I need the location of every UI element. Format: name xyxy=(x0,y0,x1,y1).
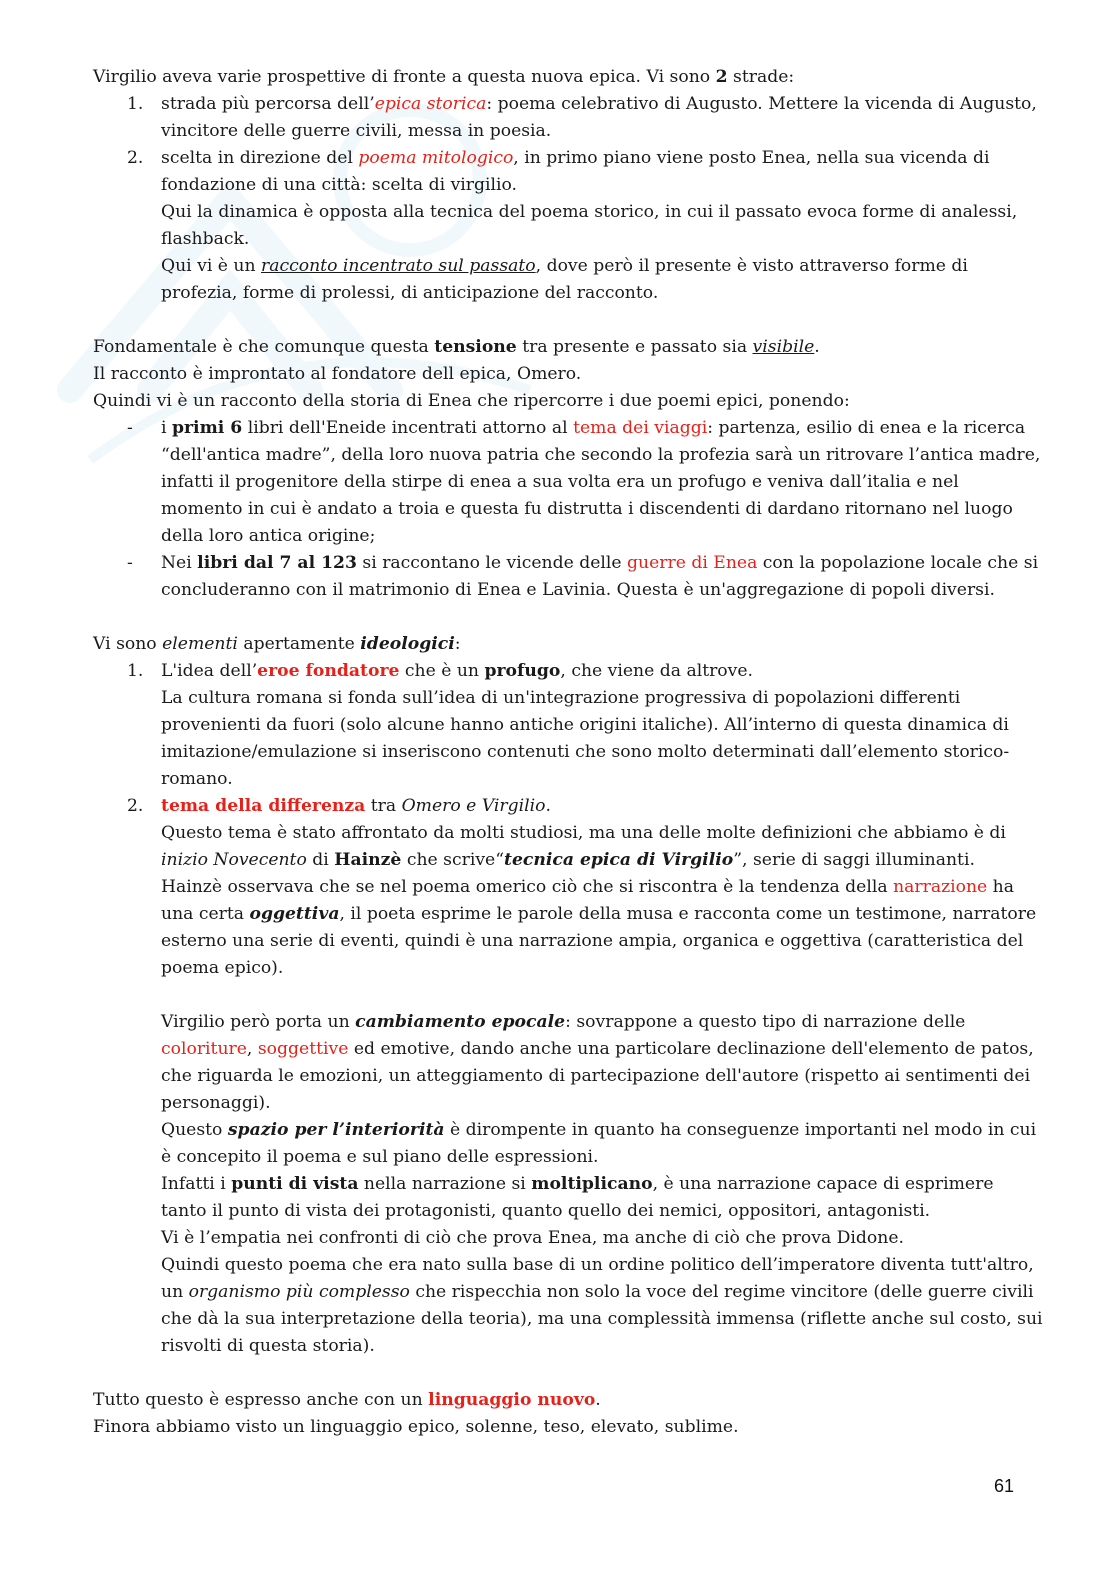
highlight-guerre-enea: guerre di Enea xyxy=(627,553,758,573)
books-list xyxy=(93,415,1043,604)
highlight-tema-differenza: tema della differenza xyxy=(161,796,366,816)
list-marker: 2. xyxy=(127,796,144,816)
highlight-tema-viaggi: tema dei viaggi xyxy=(573,418,708,438)
highlight-coloriture: coloriture xyxy=(161,1039,247,1059)
list-marker: 1. xyxy=(127,661,144,681)
highlight-poema-mitologico: poema mitologico xyxy=(358,148,514,168)
paragraph-racconto: Quindi vi è un racconto della storia di Enea che ripercorre i due poemi epici, ponendo: xyxy=(93,391,850,411)
list-marker: - xyxy=(127,418,133,438)
strategies-list xyxy=(93,91,1043,307)
highlight-eroe-fondatore: eroe fondatore xyxy=(257,661,400,681)
highlight-soggettive: soggettive xyxy=(257,1039,349,1059)
page-number: 61 xyxy=(993,1476,1014,1496)
paragraph-elementi: Vi sono elementi apertamente ideologici: xyxy=(93,634,461,654)
list-marker: 1. xyxy=(127,94,144,114)
highlight-linguaggio-nuovo: linguaggio nuovo xyxy=(428,1390,596,1410)
list-marker: 2. xyxy=(127,148,144,168)
list-item: - Nei libri dal 7 al 123 si raccontano le vicende delle guerre di Enea con la popolazione locale che si concluderanno con il matrimonio di Enea e Lavinia. Questa è un'aggregazione di popoli diversi. xyxy=(93,550,1043,604)
paragraph-omero: Il racconto è improntato al fondatore dell epica, Omero. xyxy=(93,364,582,384)
paragraph-finora: Finora abbiamo visto un linguaggio epico, solenne, teso, elevato, sublime. xyxy=(93,1417,739,1437)
document-body xyxy=(93,64,1043,1441)
ideological-list xyxy=(93,658,1043,1360)
list-marker: - xyxy=(127,553,133,573)
highlight-epica-storica: epica storica xyxy=(374,94,487,114)
list-item: 1. L'idea dell’eroe fondatore che è un profugo, che viene da altrove. La cultura romana si fonda sull’idea di un'integrazione progressiva di popolazioni differenti provenienti da fuori (solo alcune hanno antiche origini italiche). All’interno di questa dinamica di imitazione/emulazione si inseriscono contenuti che sono molto determinati dall’elemento storico-romano. xyxy=(93,658,1043,793)
intro-paragraph: Virgilio aveva varie prospettive di fronte a questa nuova epica. Vi sono 2 strade: xyxy=(93,67,795,87)
list-item: - i primi 6 libri dell'Eneide incentrati attorno al tema dei viaggi: partenza, esilio di enea e la ricerca “dell'antica madre”, della loro nuova patria che secondo la profezia sarà un ritrovare l’antica madre, infatti il progenitore della stirpe di enea a sua volta era un profugo e veniva dall’italia e nel momento in cui è andato a troia e questa fu distrutta i discendenti di dardano ritornano nel luogo della loro antica origine; xyxy=(93,415,1043,550)
paragraph-tensione: Fondamentale è che comunque questa tensione tra presente e passato sia visibile. xyxy=(93,337,820,357)
list-item: 2. scelta in direzione del poema mitologico, in primo piano viene posto Enea, nella sua vicenda di fondazione di una città: scelta di virgilio. Qui la dinamica è opposta alla tecnica del poema storico, in cui il passato evoca forme di analessi, flashback. Qui vi è un racconto incentrato sul passato, dove però il presente è visto attraverso forme di profezia, forme di prolessi, di anticipazione del racconto. xyxy=(93,145,1043,307)
paragraph-linguaggio: Tutto questo è espresso anche con un linguaggio nuovo. xyxy=(93,1390,601,1410)
list-item: 2. tema della differenza tra Omero e Virgilio. Questo tema è stato affrontato da molti studiosi, ma una delle molte definizioni che abbiamo è di inizio Novecento di Hainzè che scrive“tecnica epica di Virgilio”, serie di saggi illuminanti. Hainzè osservava che se nel poema omerico ciò che si riscontra è la tendenza della narrazione ha una certa oggettiva, il poeta esprime le parole della musa e racconta come un testimone, narratore esterno una serie di eventi, quindi è una narrazione ampia, organica e oggettiva (caratteristica del poema epico). Virgilio però porta un cambiamento epocale: sovrappone a questo tipo di narrazione delle coloriture, soggettive ed emotive, dando anche una particolare declinazione dell'elemento de patos, che riguarda le emozioni, un atteggiamento di partecipazione dell'autore (rispetto ai sentimenti dei personaggi). Questo spazio per l’interiorità è dirompente in quanto ha conseguenze importanti nel modo in cui è concepito il poema e sul piano delle espressioni. Infatti i punti di vista nella narrazione si moltiplicano, è una narrazione capace di esprimere tanto il punto di vista dei protagonisti, quanto quello dei nemici, oppositori, antagonisti. Vi è l’empatia nei confronti di ciò che prova Enea, ma anche di ciò che prova Didone. Quindi questo poema che era nato sulla base di un ordine politico dell’imperatore diventa tutt'altro, un organismo più complesso che rispecchia non solo la voce del regime vincitore (delle guerre civili che dà la sua interpretazione della teoria), ma una complessità immensa (riflette anche sul costo, sui risvolti di questa storia). xyxy=(93,793,1043,1360)
highlight-narrazione: narrazione xyxy=(893,877,988,897)
list-item: 1. strada più percorsa dell’epica storica: poema celebrativo di Augusto. Mettere la vicenda di Augusto, vincitore delle guerre civili, messa in poesia. xyxy=(93,91,1043,145)
